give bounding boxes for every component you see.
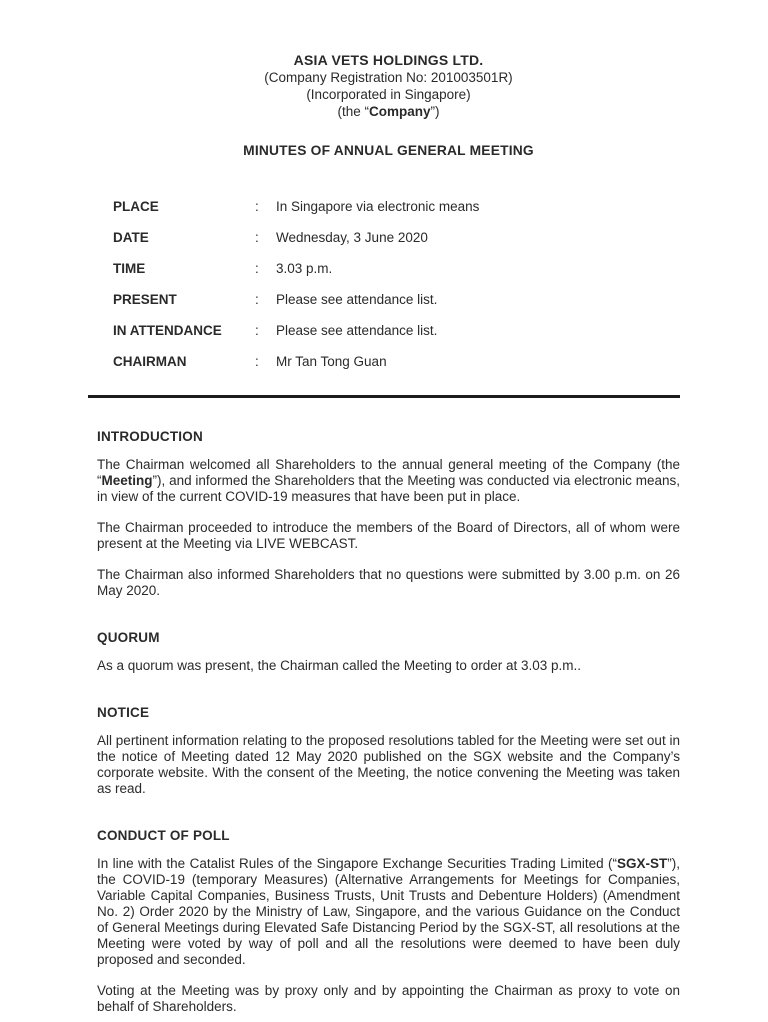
section-heading: CONDUCT OF POLL xyxy=(97,828,230,843)
meta-separator: : xyxy=(255,292,259,307)
meta-row-present xyxy=(113,292,680,308)
paragraph-text: In line with the Catalist Rules of the Singapore Exchange Securities Trading Limited (“ xyxy=(97,856,617,871)
section-conduct-of-poll xyxy=(97,828,680,1015)
meta-value: Mr Tan Tong Guan xyxy=(276,354,387,369)
meta-label: PLACE xyxy=(113,199,159,214)
section-notice xyxy=(97,705,680,797)
meta-separator: : xyxy=(255,323,259,338)
meta-label: PRESENT xyxy=(113,292,177,307)
defined-term-line xyxy=(97,103,680,120)
paragraph: As a quorum was present, the Chairman called the Meeting to order at 3.03 p.m.. xyxy=(97,658,582,673)
meta-row-in-attendance xyxy=(113,323,680,339)
horizontal-rule xyxy=(88,395,680,398)
company-name: ASIA VETS HOLDINGS LTD. xyxy=(293,52,484,68)
paragraph xyxy=(97,457,680,505)
meta-label: CHAIRMAN xyxy=(113,354,187,369)
meta-value: Wednesday, 3 June 2020 xyxy=(276,230,428,245)
paragraph: The Chairman proceeded to introduce the members of the Board of Directors, all of whom were present at the Meeting via LIVE WEBCAST. xyxy=(97,520,680,551)
meta-value: Please see attendance list. xyxy=(276,323,438,338)
meta-row-place xyxy=(113,199,680,215)
paragraph: The Chairman also informed Shareholders that no questions were submitted by 3.00 p.m. on 26 May 2020. xyxy=(97,567,680,598)
incorporation-line: (Incorporated in Singapore) xyxy=(306,87,471,102)
paragraph-text: The Chairman welcomed all Shareholders to the annual general meeting of the Company (the “ xyxy=(97,457,680,488)
defined-term-post: ”) xyxy=(430,104,440,119)
bold-term-meeting: Meeting xyxy=(101,473,153,488)
meta-row-chairman xyxy=(113,354,680,370)
document-header xyxy=(97,52,680,159)
paragraph: Voting at the Meeting was by proxy only and by appointing the Chairman as proxy to vote on behalf of Shareholders. xyxy=(97,983,680,1014)
paragraph-text: ”), the COVID-19 (temporary Measures) (Alternative Arrangements for Meetings for Companies, Variable Capital Companies, Business Trusts, Unit Trusts and Debenture Holders) (Amendment No. 2) Order 2020 by the Ministry of Law, Singapore, and the various Guidance on the Conduct of General Meetings during Elevated Safe Distancing Period by the SGX-ST, all resolutions at the Meeting were voted by way of poll and all the resolutions were deemed to have been duly proposed and seconded. xyxy=(97,856,680,967)
meta-separator: : xyxy=(255,230,259,245)
section-heading: QUORUM xyxy=(97,630,160,645)
paragraph-text: ”), and informed the Shareholders that the Meeting was conducted via electronic means, in view of the current COVID-19 measures that have been put in place. xyxy=(97,473,680,504)
meta-value: In Singapore via electronic means xyxy=(276,199,480,214)
defined-term-pre: (the “ xyxy=(337,104,369,119)
meta-value: 3.03 p.m. xyxy=(276,261,333,276)
paragraph xyxy=(97,856,680,968)
meta-row-time xyxy=(113,261,680,277)
bold-term-sgx-st: SGX-ST xyxy=(616,856,668,871)
meta-label: TIME xyxy=(113,261,146,276)
section-heading: INTRODUCTION xyxy=(97,429,203,444)
meta-separator: : xyxy=(255,199,259,214)
meta-separator: : xyxy=(255,261,259,276)
meta-label: DATE xyxy=(113,230,149,245)
company-registration: (Company Registration No: 201003501R) xyxy=(264,70,513,85)
section-introduction xyxy=(97,429,680,599)
section-heading: NOTICE xyxy=(97,705,150,720)
section-quorum xyxy=(97,630,680,674)
document-title: MINUTES OF ANNUAL GENERAL MEETING xyxy=(243,143,534,158)
meeting-details-table xyxy=(113,199,680,370)
defined-term-bold: Company xyxy=(369,104,431,119)
paragraph: All pertinent information relating to the proposed resolutions tabled for the Meeting were set out in the notice of Meeting dated 12 May 2020 published on the SGX website and the Company’s corporate website. With the consent of the Meeting, the notice convening the Meeting was taken as read. xyxy=(97,733,680,796)
meta-row-date xyxy=(113,230,680,246)
meta-label: IN ATTENDANCE xyxy=(113,323,222,338)
meta-value: Please see attendance list. xyxy=(276,292,438,307)
meta-separator: : xyxy=(255,354,259,369)
